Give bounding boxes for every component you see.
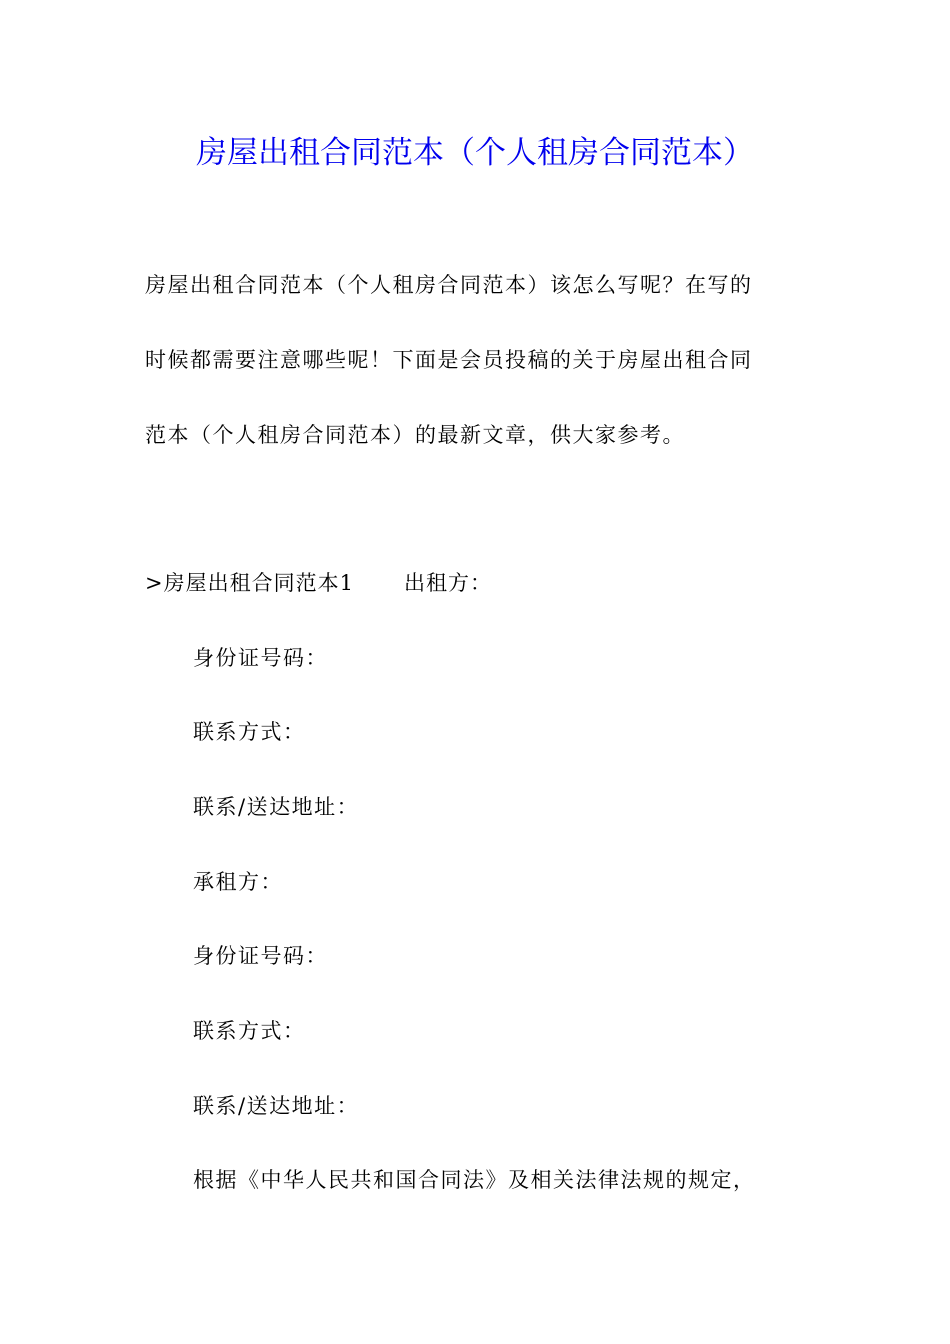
lessee-contact-label: 联系方式： bbox=[193, 1019, 306, 1043]
lessee-label: 承租方： bbox=[193, 870, 283, 894]
legal-basis-paragraph: 根据《中华人民共和国合同法》及相关法律法规的规定， bbox=[193, 1168, 756, 1192]
lessee-address-label: 联系/送达地址： bbox=[193, 1094, 360, 1118]
section-heading: >房屋出租合同范本1 bbox=[145, 571, 354, 595]
intro-line-2: 时候都需要注意哪些呢！下面是会员投稿的关于房屋出租合同 bbox=[145, 348, 753, 372]
intro-line-3: 范本（个人租房合同范本）的最新文章，供大家参考。 bbox=[145, 423, 685, 447]
section-heading-row bbox=[145, 568, 492, 598]
lessee-id-number-label: 身份证号码： bbox=[193, 944, 328, 968]
lessor-contact-label: 联系方式： bbox=[193, 720, 306, 744]
intro-line-1: 房屋出租合同范本（个人租房合同范本）该怎么写呢？在写的 bbox=[145, 273, 753, 297]
document-title: 房屋出租合同范本（个人租房合同范本） bbox=[196, 135, 754, 171]
lessor-label: 出租方： bbox=[403, 571, 492, 595]
lessor-address-label: 联系/送达地址： bbox=[193, 795, 360, 819]
lessor-id-number-label: 身份证号码： bbox=[193, 646, 328, 670]
